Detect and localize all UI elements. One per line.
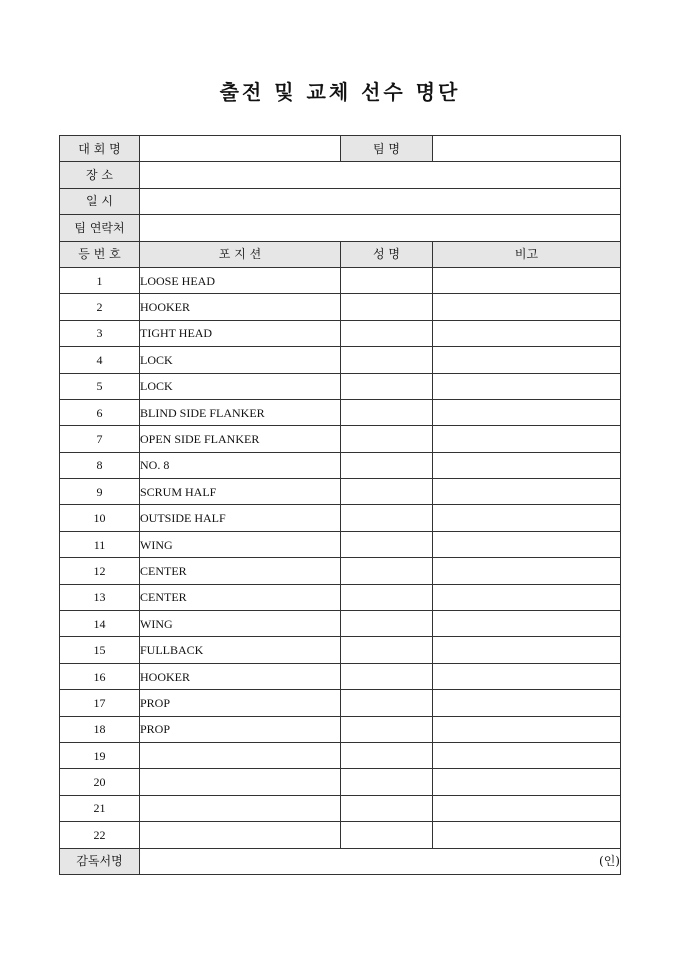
player-number: 22	[60, 822, 140, 848]
player-name-field[interactable]	[341, 505, 433, 531]
player-remarks-field[interactable]	[433, 452, 621, 478]
player-position[interactable]: HOOKER	[140, 663, 341, 689]
venue-field[interactable]	[140, 162, 621, 188]
player-row	[60, 663, 621, 689]
date-row	[60, 188, 621, 214]
player-row	[60, 584, 621, 610]
player-name-field[interactable]	[341, 690, 433, 716]
player-row	[60, 531, 621, 557]
team-label: 팀 명	[341, 136, 433, 162]
team-field[interactable]	[433, 136, 621, 162]
player-row	[60, 320, 621, 346]
player-number: 3	[60, 320, 140, 346]
player-name-field[interactable]	[341, 347, 433, 373]
player-remarks-field[interactable]	[433, 347, 621, 373]
player-name-field[interactable]	[341, 769, 433, 795]
player-remarks-field[interactable]	[433, 663, 621, 689]
player-row	[60, 347, 621, 373]
player-row	[60, 294, 621, 320]
player-name-field[interactable]	[341, 373, 433, 399]
player-row	[60, 822, 621, 848]
player-position[interactable]: CENTER	[140, 584, 341, 610]
venue-label: 장 소	[60, 162, 140, 188]
player-name-field[interactable]	[341, 663, 433, 689]
player-remarks-field[interactable]	[433, 531, 621, 557]
player-number: 4	[60, 347, 140, 373]
player-number: 15	[60, 637, 140, 663]
name-header: 성 명	[341, 241, 433, 267]
player-position[interactable]: LOOSE HEAD	[140, 267, 341, 293]
competition-row	[60, 136, 621, 162]
player-remarks-field[interactable]	[433, 637, 621, 663]
player-remarks-field[interactable]	[433, 558, 621, 584]
player-number: 19	[60, 742, 140, 768]
player-position[interactable]: LOCK	[140, 347, 341, 373]
position-header: 포 지 션	[140, 241, 341, 267]
player-number: 13	[60, 584, 140, 610]
player-remarks-field[interactable]	[433, 399, 621, 425]
player-position[interactable]	[140, 795, 341, 821]
player-position[interactable]: TIGHT HEAD	[140, 320, 341, 346]
player-name-field[interactable]	[341, 452, 433, 478]
player-name-field[interactable]	[341, 584, 433, 610]
player-remarks-field[interactable]	[433, 690, 621, 716]
player-name-field[interactable]	[341, 479, 433, 505]
roster-table	[59, 135, 621, 875]
player-name-field[interactable]	[341, 742, 433, 768]
signature-label: 감독서명	[60, 848, 140, 874]
player-row	[60, 373, 621, 399]
player-name-field[interactable]	[341, 531, 433, 557]
player-row	[60, 690, 621, 716]
player-row	[60, 769, 621, 795]
player-remarks-field[interactable]	[433, 822, 621, 848]
date-label: 일 시	[60, 188, 140, 214]
player-row	[60, 637, 621, 663]
player-remarks-field[interactable]	[433, 426, 621, 452]
player-number: 18	[60, 716, 140, 742]
player-name-field[interactable]	[341, 637, 433, 663]
player-name-field[interactable]	[341, 822, 433, 848]
player-position[interactable]: OPEN SIDE FLANKER	[140, 426, 341, 452]
player-number: 1	[60, 267, 140, 293]
player-position[interactable]: SCRUM HALF	[140, 479, 341, 505]
player-remarks-field[interactable]	[433, 479, 621, 505]
player-name-field[interactable]	[341, 716, 433, 742]
player-position[interactable]: BLIND SIDE FLANKER	[140, 399, 341, 425]
player-remarks-field[interactable]	[433, 716, 621, 742]
player-row	[60, 795, 621, 821]
remarks-header: 비고	[433, 241, 621, 267]
player-remarks-field[interactable]	[433, 584, 621, 610]
page-title: 출전 및 교체 선수 명단	[219, 80, 461, 104]
player-row	[60, 452, 621, 478]
player-remarks-field[interactable]	[433, 373, 621, 399]
player-row	[60, 742, 621, 768]
player-number: 21	[60, 795, 140, 821]
player-row	[60, 558, 621, 584]
player-position[interactable]: WING	[140, 531, 341, 557]
player-row	[60, 611, 621, 637]
player-position[interactable]: FULLBACK	[140, 637, 341, 663]
player-name-field[interactable]	[341, 399, 433, 425]
player-position[interactable]: PROP	[140, 690, 341, 716]
player-remarks-field[interactable]	[433, 769, 621, 795]
player-name-field[interactable]	[341, 795, 433, 821]
header-row	[60, 241, 621, 267]
player-number: 10	[60, 505, 140, 531]
player-row	[60, 426, 621, 452]
player-row	[60, 267, 621, 293]
player-row	[60, 716, 621, 742]
contact-field[interactable]	[140, 215, 621, 241]
competition-field[interactable]	[140, 136, 341, 162]
player-number: 5	[60, 373, 140, 399]
player-remarks-field[interactable]	[433, 742, 621, 768]
player-position[interactable]	[140, 769, 341, 795]
player-row	[60, 399, 621, 425]
seal-mark: (인)	[599, 854, 620, 869]
player-name-field[interactable]	[341, 320, 433, 346]
player-name-field[interactable]	[341, 611, 433, 637]
player-number: 7	[60, 426, 140, 452]
player-position[interactable]: LOCK	[140, 373, 341, 399]
player-remarks-field[interactable]	[433, 267, 621, 293]
player-number: 6	[60, 399, 140, 425]
player-position[interactable]: OUTSIDE HALF	[140, 505, 341, 531]
player-position[interactable]: WING	[140, 611, 341, 637]
player-remarks-field[interactable]	[433, 294, 621, 320]
signature-field[interactable]	[140, 848, 621, 874]
player-position[interactable]: CENTER	[140, 558, 341, 584]
player-number: 16	[60, 663, 140, 689]
player-number: 14	[60, 611, 140, 637]
player-remarks-field[interactable]	[433, 505, 621, 531]
player-remarks-field[interactable]	[433, 320, 621, 346]
player-name-field[interactable]	[341, 558, 433, 584]
player-position[interactable]: NO. 8	[140, 452, 341, 478]
player-remarks-field[interactable]	[433, 795, 621, 821]
player-remarks-field[interactable]	[433, 611, 621, 637]
player-position[interactable]	[140, 822, 341, 848]
player-position[interactable]: PROP	[140, 716, 341, 742]
player-name-field[interactable]	[341, 294, 433, 320]
contact-row	[60, 215, 621, 241]
player-number: 11	[60, 531, 140, 557]
player-number: 12	[60, 558, 140, 584]
player-number: 8	[60, 452, 140, 478]
player-name-field[interactable]	[341, 267, 433, 293]
competition-label: 대 회 명	[60, 136, 140, 162]
contact-label: 팀 연락처	[60, 215, 140, 241]
venue-row	[60, 162, 621, 188]
signature-row	[60, 848, 621, 874]
number-header: 등 번 호	[60, 241, 140, 267]
player-number: 9	[60, 479, 140, 505]
player-number: 17	[60, 690, 140, 716]
player-position[interactable]: HOOKER	[140, 294, 341, 320]
player-number: 2	[60, 294, 140, 320]
date-field[interactable]	[140, 188, 621, 214]
player-row	[60, 505, 621, 531]
player-name-field[interactable]	[341, 426, 433, 452]
player-number: 20	[60, 769, 140, 795]
player-position[interactable]	[140, 742, 341, 768]
player-row	[60, 479, 621, 505]
